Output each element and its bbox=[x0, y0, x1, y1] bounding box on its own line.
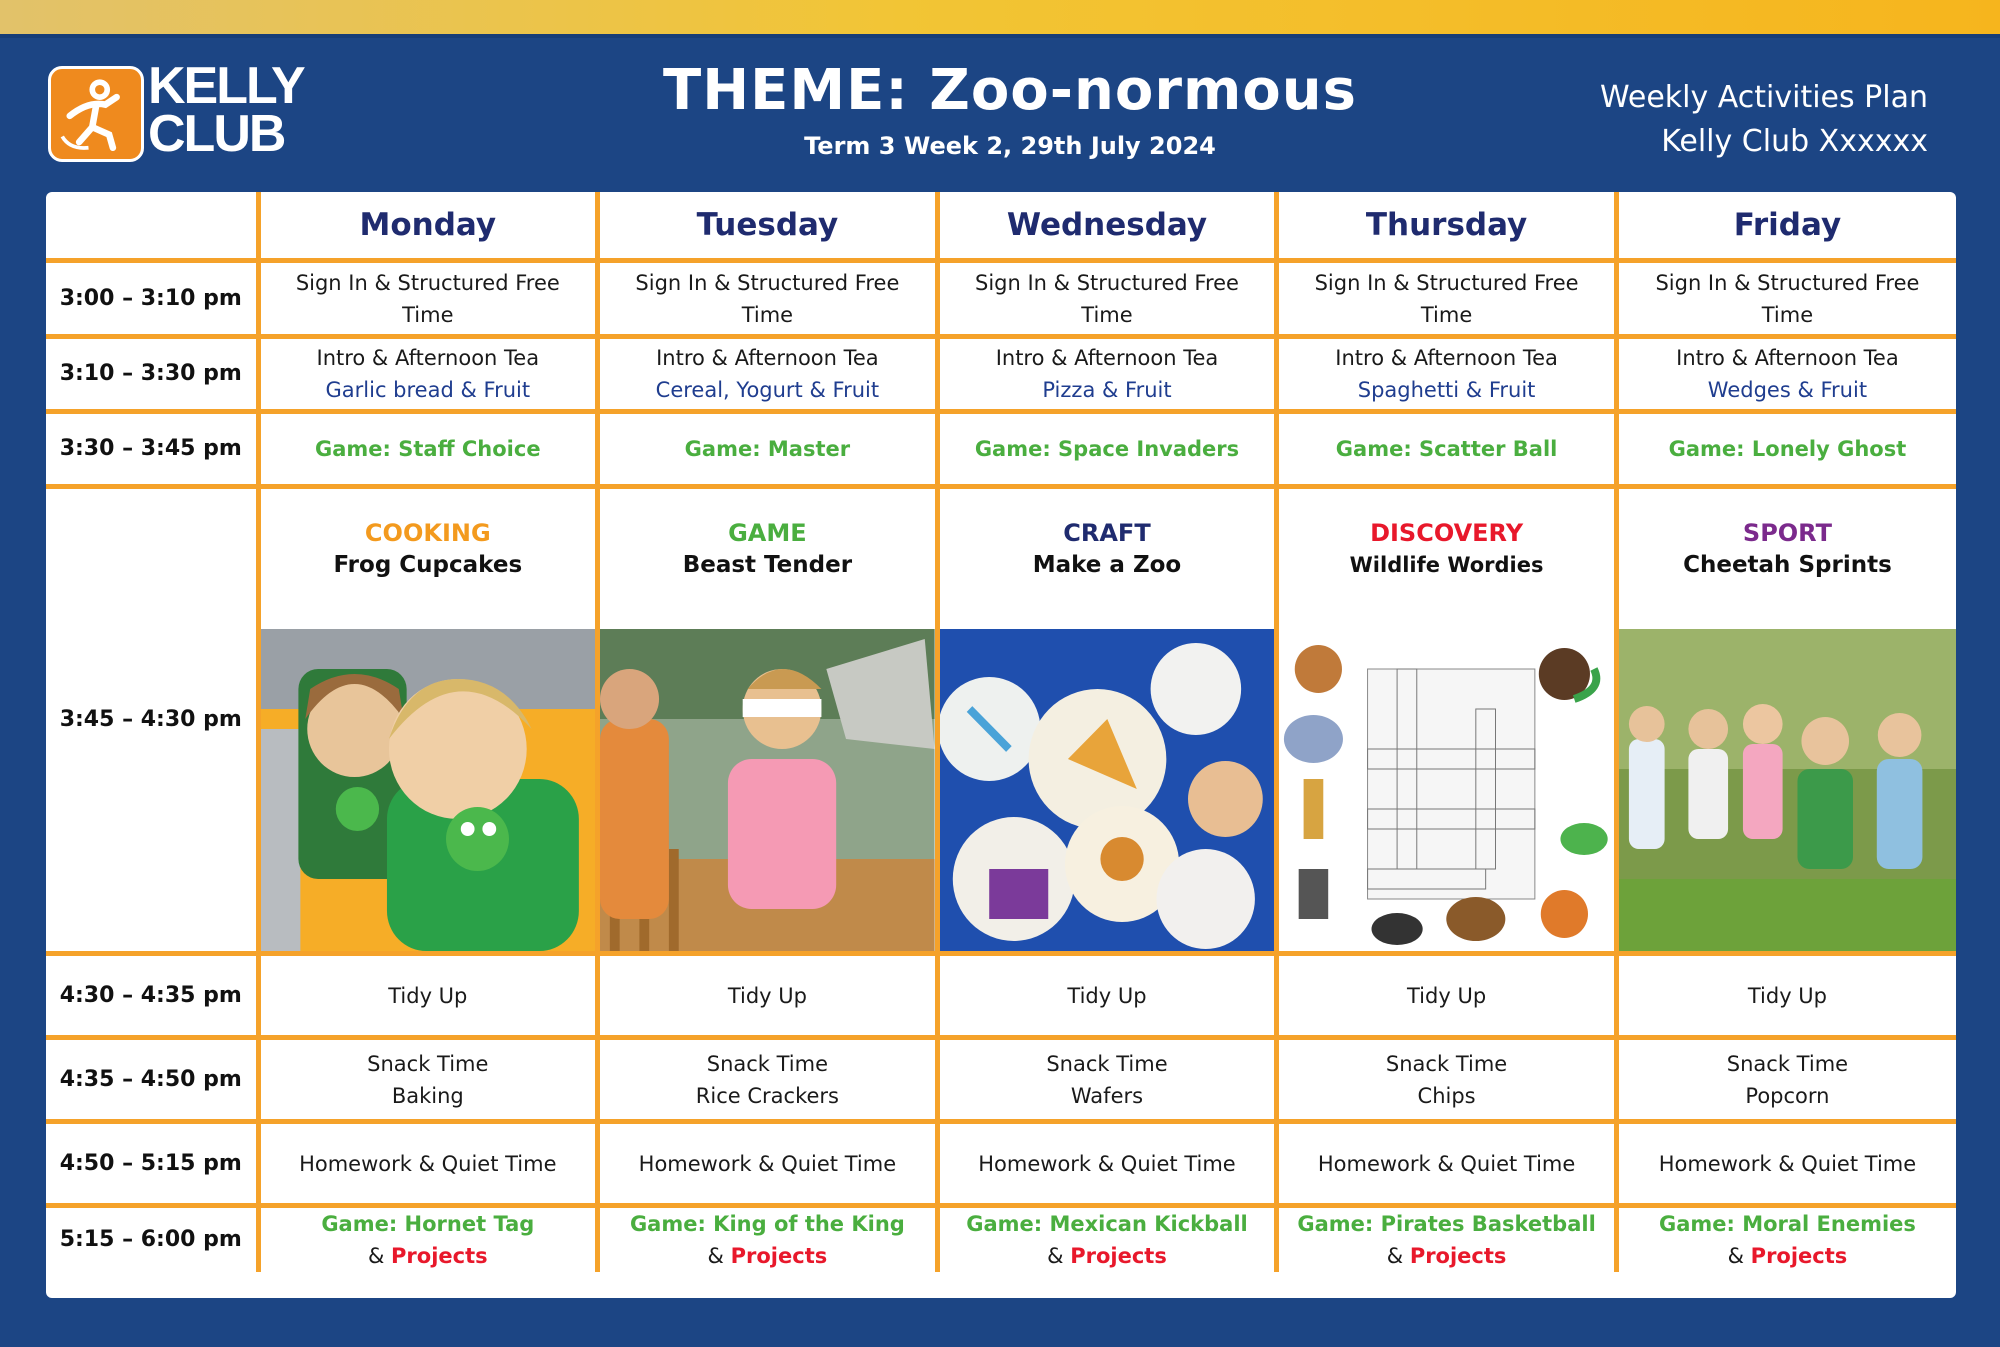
activity-category: DISCOVERY bbox=[1370, 519, 1524, 547]
activity-cell: Homework & Quiet Time bbox=[1277, 1122, 1617, 1206]
activity-cell-discovery bbox=[1277, 487, 1617, 954]
activity-name: Wildlife Wordies bbox=[1349, 553, 1544, 577]
game-photo bbox=[600, 629, 935, 951]
time-slot: 5:15 – 6:00 pm bbox=[46, 1206, 258, 1273]
activity-cell bbox=[937, 1206, 1277, 1273]
day-tuesday: Tuesday bbox=[598, 192, 938, 261]
activity-cell: Homework & Quiet Time bbox=[937, 1122, 1277, 1206]
time-slot: 4:50 – 5:15 pm bbox=[46, 1122, 258, 1206]
activity-cell bbox=[598, 337, 938, 412]
day-wednesday: Wednesday bbox=[937, 192, 1277, 261]
ampersand: & bbox=[367, 1244, 385, 1268]
table-row bbox=[46, 1038, 1956, 1122]
activity-cell: Homework & Quiet Time bbox=[598, 1122, 938, 1206]
plan-title: Weekly Activities Plan bbox=[1599, 80, 1928, 115]
activity-text: Intro & Afternoon Tea bbox=[656, 346, 879, 370]
activity-text: Snack Time bbox=[1385, 1051, 1508, 1076]
projects-text: Projects bbox=[1409, 1244, 1507, 1268]
activity-text: Time bbox=[741, 302, 794, 327]
game-text: Game: Pirates Basketball bbox=[1297, 1212, 1596, 1236]
activity-category: CRAFT bbox=[1063, 519, 1151, 547]
projects-text: Projects bbox=[730, 1244, 828, 1268]
game-cell: Game: Master bbox=[598, 412, 938, 487]
activity-cell-game bbox=[598, 487, 938, 954]
ampersand: & bbox=[1386, 1244, 1404, 1268]
logo-line-2: CLUB bbox=[148, 105, 285, 163]
activity-cell bbox=[1616, 1038, 1956, 1122]
table-row bbox=[46, 261, 1956, 337]
day-header-row bbox=[46, 192, 1956, 261]
time-slot: 4:35 – 4:50 pm bbox=[46, 1038, 258, 1122]
projects-text: Projects bbox=[391, 1244, 488, 1268]
activity-cell bbox=[258, 261, 598, 337]
activity-text: Sign In & Structured Free bbox=[975, 270, 1239, 295]
activity-text: Time bbox=[402, 302, 454, 327]
craft-photo bbox=[940, 629, 1275, 951]
game-cell: Game: Lonely Ghost bbox=[1616, 412, 1956, 487]
logo-line-1: KELLY bbox=[148, 57, 304, 115]
activity-text: Snack Time bbox=[1726, 1051, 1849, 1076]
activity-cell bbox=[1277, 1038, 1617, 1122]
day-monday: Monday bbox=[258, 192, 598, 261]
day-friday: Friday bbox=[1616, 192, 1956, 261]
activity-text: Wafers bbox=[1070, 1083, 1144, 1108]
table-row bbox=[46, 1122, 1956, 1206]
time-slot: 3:10 – 3:30 pm bbox=[46, 337, 258, 412]
activity-text: Sign In & Structured Free bbox=[635, 270, 900, 295]
activity-cell bbox=[1616, 1206, 1956, 1273]
activity-cell: Tidy Up bbox=[1277, 954, 1617, 1038]
activity-cell-cooking bbox=[258, 487, 598, 954]
activity-cell bbox=[1616, 261, 1956, 337]
activity-text: Intro & Afternoon Tea bbox=[995, 346, 1219, 370]
projects-text: Projects bbox=[1070, 1244, 1167, 1268]
cooking-photo bbox=[261, 629, 596, 951]
table-row bbox=[46, 412, 1956, 487]
game-text: Game: Mexican Kickball bbox=[966, 1212, 1248, 1236]
game-text: Game: King of the King bbox=[629, 1212, 905, 1236]
activity-cell bbox=[1277, 1206, 1617, 1273]
activity-text: Snack Time bbox=[367, 1051, 489, 1076]
activity-cell bbox=[937, 261, 1277, 337]
club-name: Kelly Club Xxxxxx bbox=[1661, 124, 1928, 159]
crossword-image bbox=[1279, 629, 1614, 951]
activity-cell bbox=[598, 1206, 938, 1273]
activity-text: Popcorn bbox=[1745, 1083, 1830, 1108]
activity-name: Make a Zoo bbox=[1032, 552, 1182, 578]
activity-cell-sport bbox=[1616, 487, 1956, 954]
ampersand: & bbox=[1047, 1244, 1064, 1268]
food-text: Spaghetti & Fruit bbox=[1357, 378, 1536, 402]
ampersand: & bbox=[707, 1244, 724, 1268]
food-text: Pizza & Fruit bbox=[1042, 378, 1172, 402]
table-row bbox=[46, 1206, 1956, 1273]
activity-text: Sign In & Structured Free bbox=[295, 270, 560, 295]
time-slot: 3:00 – 3:10 pm bbox=[46, 261, 258, 337]
activity-category: SPORT bbox=[1742, 519, 1832, 547]
activity-text: Intro & Afternoon Tea bbox=[1335, 346, 1558, 370]
time-slot: 3:30 – 3:45 pm bbox=[46, 412, 258, 487]
activity-cell: Homework & Quiet Time bbox=[258, 1122, 598, 1206]
day-thursday: Thursday bbox=[1277, 192, 1617, 261]
game-text: Game: Hornet Tag bbox=[321, 1212, 535, 1236]
game-cell: Game: Space Invaders bbox=[937, 412, 1277, 487]
activity-cell bbox=[1277, 337, 1617, 412]
activity-cell bbox=[937, 337, 1277, 412]
activity-cell: Tidy Up bbox=[1616, 954, 1956, 1038]
game-cell: Game: Staff Choice bbox=[258, 412, 598, 487]
activity-cell: Tidy Up bbox=[258, 954, 598, 1038]
activity-name: Beast Tender bbox=[682, 552, 853, 578]
activity-cell: Homework & Quiet Time bbox=[1616, 1122, 1956, 1206]
activity-text: Intro & Afternoon Tea bbox=[1676, 346, 1899, 370]
corner-cell bbox=[46, 192, 258, 261]
table-row bbox=[46, 337, 1956, 412]
kelly-club-logo bbox=[48, 57, 304, 166]
game-text: Game: Moral Enemies bbox=[1658, 1212, 1916, 1236]
activity-text: Time bbox=[1420, 302, 1473, 327]
food-text: Wedges & Fruit bbox=[1707, 378, 1868, 402]
activity-text: Rice Crackers bbox=[695, 1083, 839, 1108]
activity-category: COOKING bbox=[364, 519, 491, 547]
activity-cell bbox=[258, 337, 598, 412]
activity-cell bbox=[258, 1038, 598, 1122]
activity-text: Sign In & Structured Free bbox=[1655, 270, 1920, 295]
page-subtitle: Term 3 Week 2, 29th July 2024 bbox=[804, 132, 1216, 160]
activity-cell bbox=[1616, 337, 1956, 412]
activity-cell bbox=[1277, 261, 1617, 337]
activity-name: Frog Cupcakes bbox=[333, 552, 523, 578]
activity-name: Cheetah Sprints bbox=[1683, 552, 1892, 578]
activity-text: Time bbox=[1081, 302, 1133, 327]
time-slot: 3:45 – 4:30 pm bbox=[46, 487, 258, 954]
activity-cell bbox=[598, 261, 938, 337]
activity-cell: Tidy Up bbox=[937, 954, 1277, 1038]
activity-cell-craft bbox=[937, 487, 1277, 954]
game-cell: Game: Scatter Ball bbox=[1277, 412, 1617, 487]
food-text: Cereal, Yogurt & Fruit bbox=[655, 378, 880, 402]
table-row bbox=[46, 487, 1956, 954]
ampersand: & bbox=[1727, 1244, 1744, 1268]
table-row bbox=[46, 954, 1956, 1038]
activity-text: Chips bbox=[1417, 1083, 1476, 1108]
food-text: Garlic bread & Fruit bbox=[325, 378, 531, 402]
activity-cell bbox=[598, 1038, 938, 1122]
projects-text: Projects bbox=[1750, 1244, 1848, 1268]
activity-text: Snack Time bbox=[706, 1051, 829, 1076]
activity-category: GAME bbox=[728, 519, 807, 547]
time-slot: 4:30 – 4:35 pm bbox=[46, 954, 258, 1038]
activity-text: Time bbox=[1761, 302, 1814, 327]
activity-cell: Tidy Up bbox=[598, 954, 938, 1038]
activity-text: Baking bbox=[391, 1083, 464, 1108]
running-figure-icon bbox=[48, 66, 144, 162]
activity-text: Intro & Afternoon Tea bbox=[316, 346, 540, 370]
activity-text: Sign In & Structured Free bbox=[1314, 270, 1579, 295]
schedule-table bbox=[46, 192, 1956, 1298]
page-title: THEME: Zoo-normous bbox=[663, 58, 1357, 123]
activity-text: Snack Time bbox=[1046, 1051, 1168, 1076]
plan-info bbox=[1600, 76, 1928, 164]
activity-cell bbox=[258, 1206, 598, 1273]
sport-photo bbox=[1619, 629, 1956, 951]
activity-cell bbox=[937, 1038, 1277, 1122]
top-gradient-bar bbox=[0, 0, 2000, 38]
